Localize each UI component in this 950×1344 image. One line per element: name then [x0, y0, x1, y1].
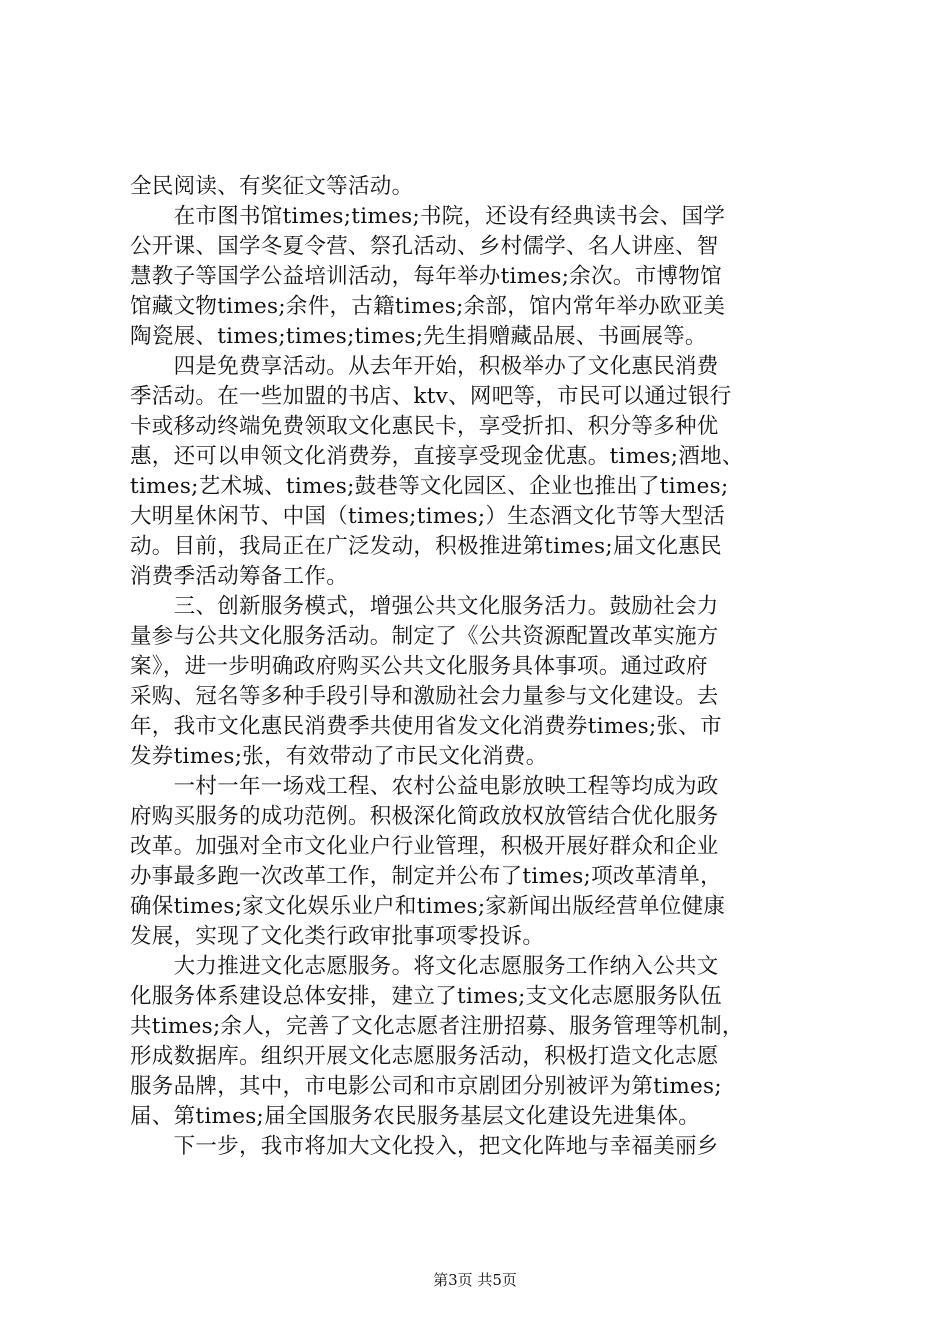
text-line: 消费季活动筹备工作。 [130, 564, 349, 589]
text-line: 发券times;张，有效带动了市民文化消费。 [130, 744, 548, 769]
text-line: 年，我市文化惠民消费季共使用省发文化消费券times;张、市 [130, 714, 722, 739]
text-line: 届、第times;届全国服务农民服务基层文化建设先进集体。 [130, 1104, 701, 1129]
text-line: 馆藏文物times;余件，古籍times;余部，馆内常年举办欧亚美 [130, 294, 726, 319]
text-line: 化服务体系建设总体安排，建立了times;支文化志愿服务队伍 [130, 984, 722, 1009]
text-line: 公开课、国学冬夏令营、祭孔活动、乡村儒学、名人讲座、智 [130, 234, 719, 259]
text-line: 大明星休闲节、中国（times;times;）生态酒文化节等大型活 [130, 504, 726, 529]
text-line: times;艺术城、times;鼓巷等文化园区、企业也推出了times; [130, 474, 729, 499]
text-line: 办事最多跑一次改革工作，制定并公布了times;项改革清单， [130, 864, 722, 889]
text-line: 采购、冠名等多种手段引导和激励社会力量参与文化建设。去 [130, 684, 719, 709]
text-line: 确保times;家文化娱乐业户和times;家新闻出版经营单位健康 [130, 894, 726, 919]
text-line: 共times;余人，完善了文化志愿者注册招募、服务管理等机制， [130, 1014, 744, 1039]
text-line: 在市图书馆times;times;书院，还设有经典读书会、国学 [130, 204, 726, 229]
text-line: 四是免费享活动。从去年开始，积极举办了文化惠民消费 [130, 354, 719, 379]
text-line: 三、创新服务模式，增强公共文化服务活力。鼓励社会力 [130, 594, 719, 619]
text-line: 形成数据库。组织开展文化志愿服务活动，积极打造文化志愿 [130, 1044, 719, 1069]
text-line: 府购买服务的成功范例。积极深化简政放权放管结合优化服务 [130, 804, 719, 829]
text-line: 陶瓷展、times;times;times;先生捐赠藏品展、书画展等。 [130, 324, 707, 349]
text-line: 量参与公共文化服务活动。制定了《公共资源配置改革实施方 [130, 624, 719, 649]
text-line: 改革。加强对全市文化业户行业管理，积极开展好群众和企业 [130, 834, 719, 859]
text-line: 全民阅读、有奖征文等活动。 [130, 174, 414, 199]
text-line: 发展，实现了文化类行政审批事项零投诉。 [130, 924, 545, 949]
document-body [130, 172, 830, 1162]
text-line: 大力推进文化志愿服务。将文化志愿服务工作纳入公共文 [130, 954, 719, 979]
text-line: 惠，还可以申领文化消费券，直接享受现金优惠。times;酒地、 [130, 444, 744, 469]
text-line: 动。目前，我局正在广泛发动，积极推进第times;届文化惠民 [130, 534, 722, 559]
text-line: 卡或移动终端免费领取文化惠民卡，享受折扣、积分等多种优 [130, 414, 719, 439]
text-line: 慧教子等国学公益培训活动，每年举办times;余次。市博物馆 [130, 264, 722, 289]
text-line: 季活动。在一些加盟的书店、ktv、网吧等，市民可以通过银行 [130, 384, 732, 409]
text-line: 案》，进一步明确政府购买公共文化服务具体事项。通过政府 [130, 654, 708, 679]
text-line: 服务品牌，其中，市电影公司和市京剧团分别被评为第times; [130, 1074, 722, 1099]
page-number-footer: 第3页 共5页 [433, 1271, 517, 1289]
text-line: 一村一年一场戏工程、农村公益电影放映工程等均成为政 [130, 774, 719, 799]
text-line: 下一步，我市将加大文化投入，把文化阵地与幸福美丽乡 [130, 1134, 719, 1159]
